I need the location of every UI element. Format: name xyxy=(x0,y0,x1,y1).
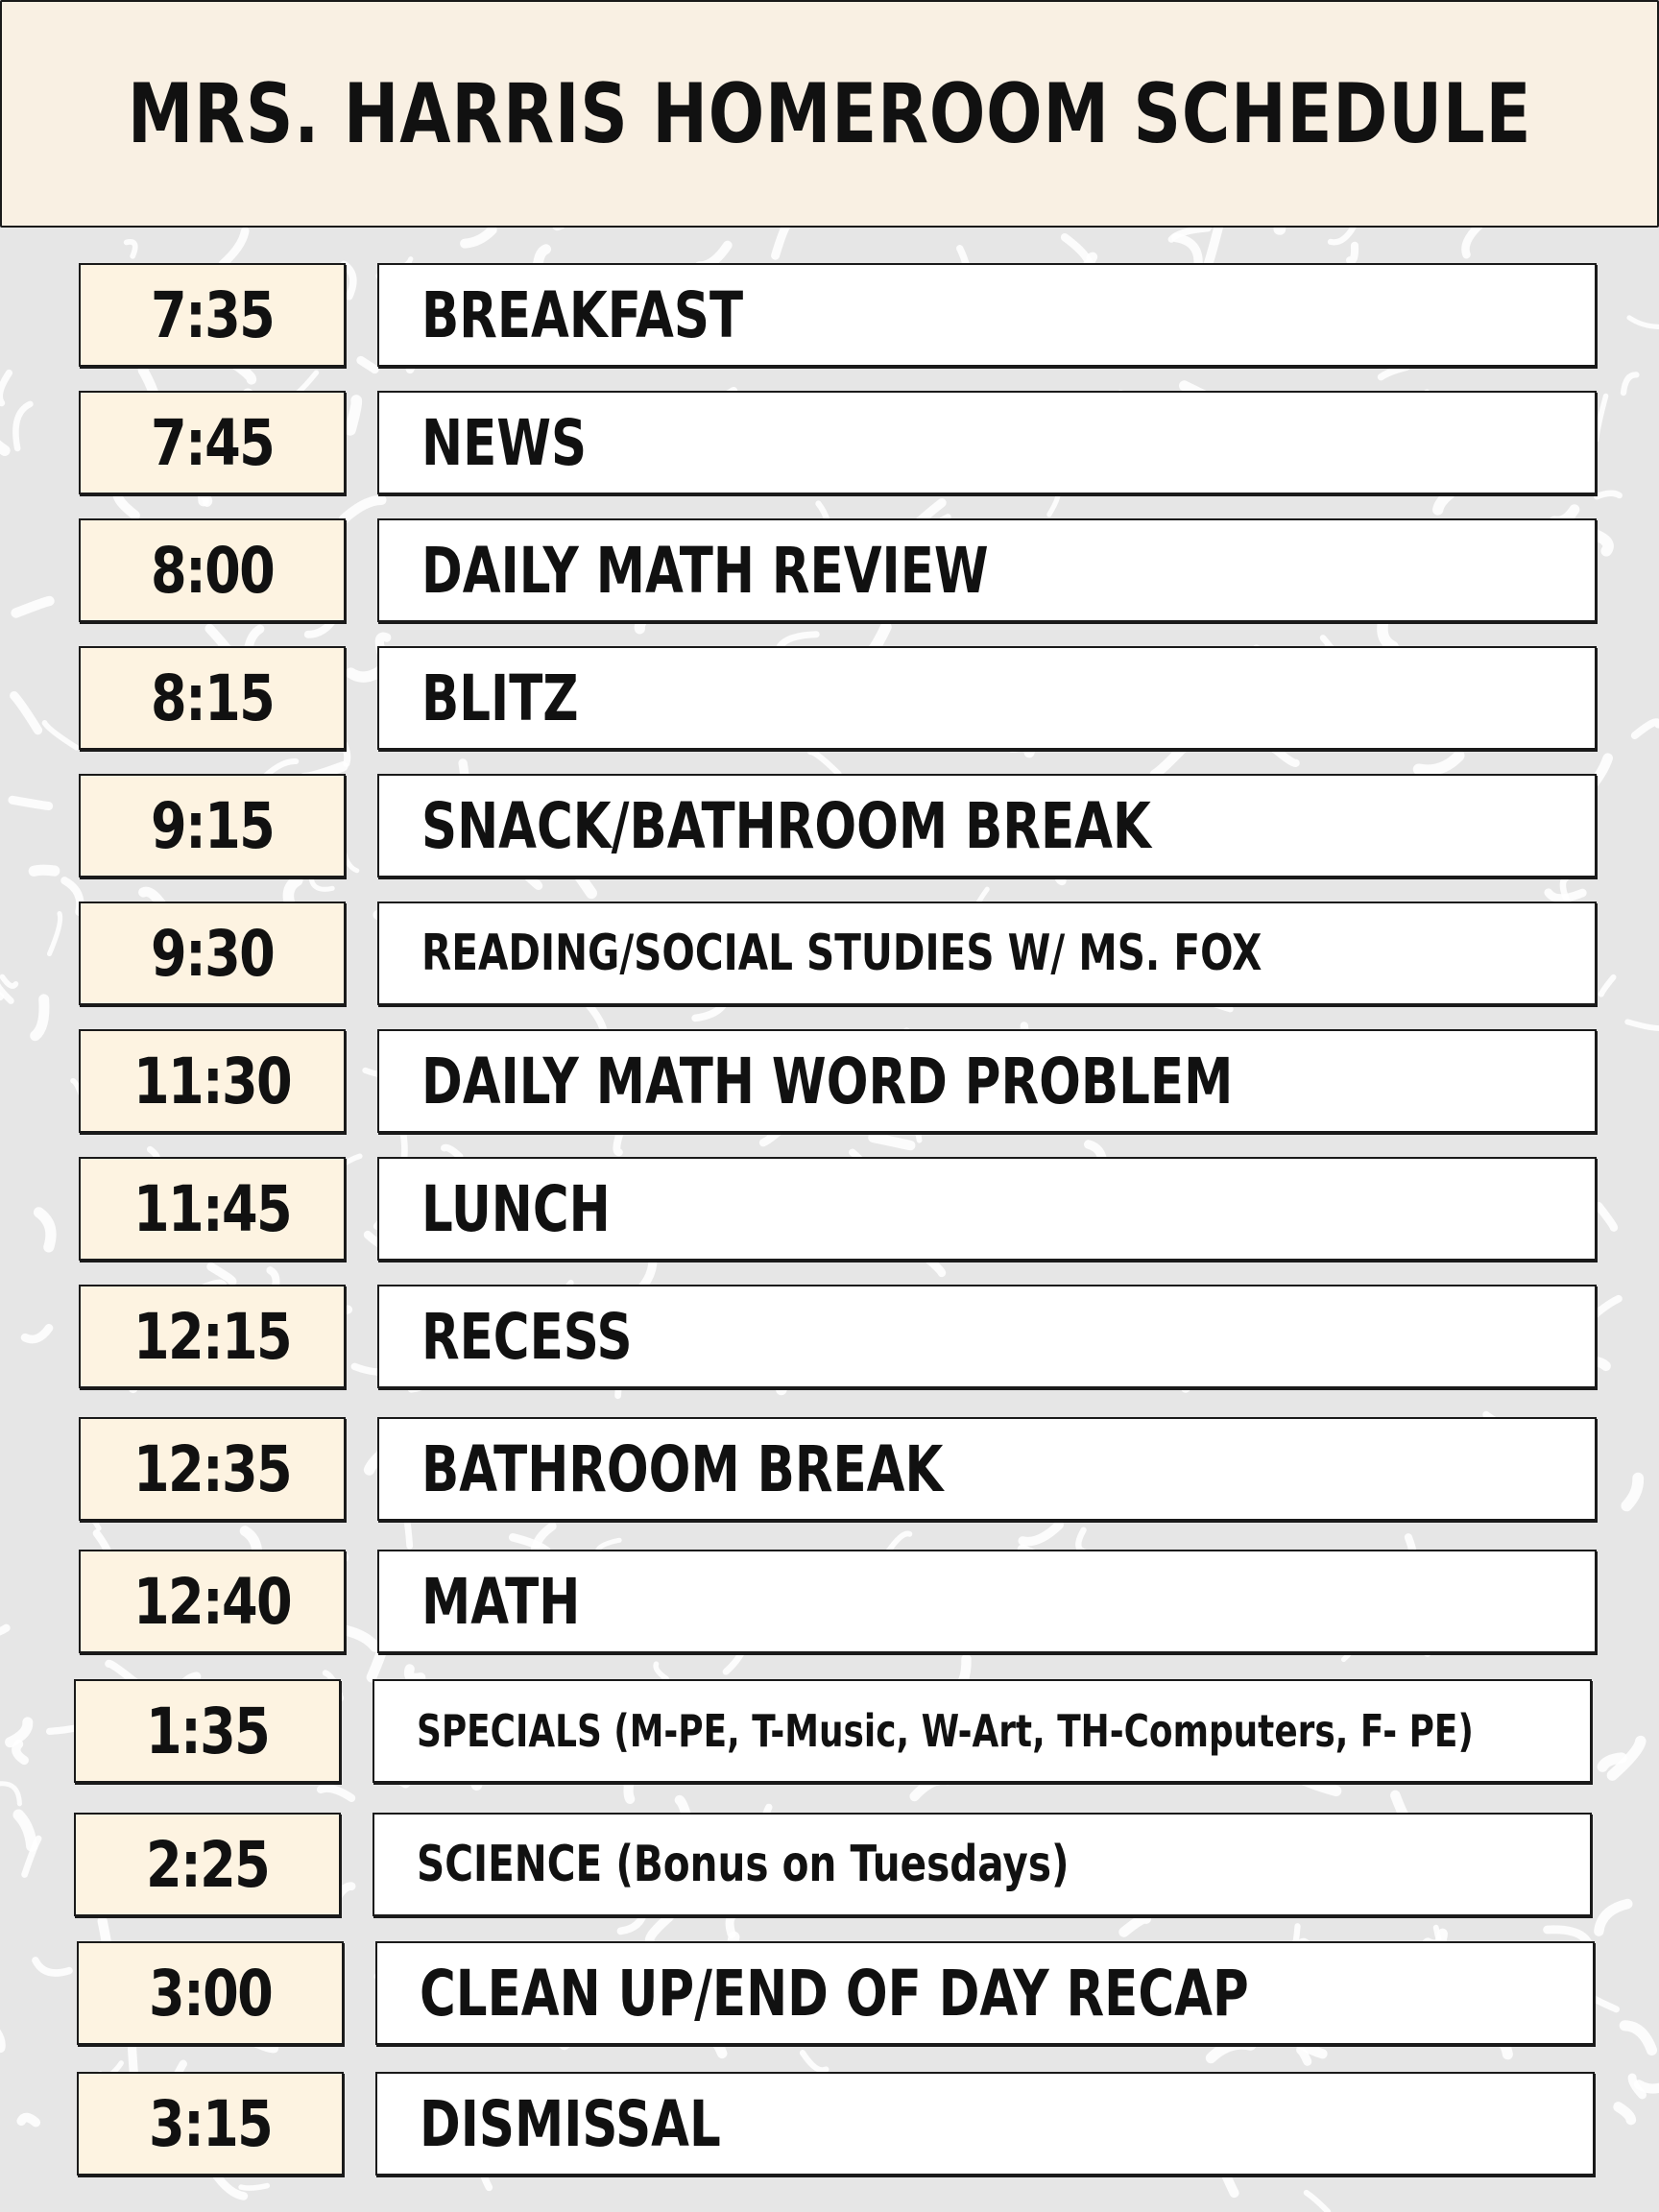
time-box xyxy=(79,646,346,750)
pattern-stroke xyxy=(1350,246,1355,261)
activity-box xyxy=(375,1941,1595,2045)
pattern-stroke xyxy=(650,1917,670,1941)
pattern-stroke xyxy=(803,2053,826,2070)
time-label: 11:45 xyxy=(132,1171,292,1246)
time-box xyxy=(77,1941,344,2045)
pattern-stroke xyxy=(810,752,839,774)
pattern-stroke xyxy=(1065,237,1090,264)
schedule-header xyxy=(0,0,1659,228)
pattern-stroke xyxy=(465,230,493,244)
pattern-stroke xyxy=(873,1138,910,1145)
schedule-row xyxy=(0,391,1659,496)
pattern-stroke xyxy=(0,1784,19,1804)
time-label: 9:15 xyxy=(150,788,275,863)
pattern-stroke xyxy=(1209,226,1219,264)
time-label: 12:40 xyxy=(132,1564,292,1639)
time-label: 7:45 xyxy=(150,405,275,480)
time-box xyxy=(79,518,346,622)
activity-label: SNACK/BATHROOM BREAK xyxy=(421,788,1151,863)
pattern-stroke xyxy=(321,1789,351,1798)
pattern-stroke xyxy=(1465,226,1479,254)
activity-box xyxy=(377,1157,1597,1261)
activity-label: CLEAN UP/END OF DAY RECAP xyxy=(420,1956,1249,2031)
pattern-stroke xyxy=(656,1664,666,1678)
time-box xyxy=(74,1813,341,1916)
time-box xyxy=(79,1417,346,1521)
schedule-row xyxy=(0,2072,1659,2177)
schedule-row xyxy=(0,1941,1659,2047)
activity-label: RECESS xyxy=(421,1299,633,1374)
time-box xyxy=(79,1550,346,1653)
activity-box xyxy=(377,1550,1597,1653)
activity-box xyxy=(377,646,1597,750)
pattern-stroke xyxy=(1331,228,1354,242)
schedule-row xyxy=(0,646,1659,752)
pattern-stroke xyxy=(409,1669,421,1678)
pattern-stroke xyxy=(781,635,817,646)
schedule-row xyxy=(0,902,1659,1007)
pattern-stroke xyxy=(1176,238,1199,263)
pattern-stroke xyxy=(211,1266,232,1281)
time-box xyxy=(79,1285,346,1388)
activity-label: DAILY MATH WORD PROBLEM xyxy=(421,1044,1234,1118)
activity-label: DAILY MATH REVIEW xyxy=(421,533,989,608)
schedule-row xyxy=(0,1813,1659,1918)
activity-label: LUNCH xyxy=(421,1171,611,1246)
pattern-stroke xyxy=(538,250,545,264)
activity-label: BREAKFAST xyxy=(421,277,744,352)
activity-box xyxy=(377,774,1597,878)
time-label: 3:00 xyxy=(148,1956,273,2031)
activity-box xyxy=(373,1813,1592,1916)
activity-box xyxy=(377,1029,1597,1133)
pattern-stroke xyxy=(445,1147,460,1156)
activity-box xyxy=(377,1285,1597,1388)
time-label: 12:15 xyxy=(132,1299,292,1374)
time-label: 7:35 xyxy=(150,277,275,352)
time-box xyxy=(79,391,346,494)
schedule-row xyxy=(0,263,1659,369)
schedule-row xyxy=(0,774,1659,879)
activity-label: DISMISSAL xyxy=(420,2086,721,2161)
time-box xyxy=(79,902,346,1005)
time-box xyxy=(77,2072,344,2176)
activity-box xyxy=(377,902,1597,1005)
activity-box xyxy=(377,263,1597,367)
time-label: 9:30 xyxy=(150,916,275,991)
activity-label: BLITZ xyxy=(421,661,579,735)
pattern-stroke xyxy=(127,242,135,256)
pattern-stroke xyxy=(344,500,381,519)
pattern-stroke xyxy=(1627,1022,1659,1028)
schedule-row xyxy=(0,518,1659,624)
time-box xyxy=(79,1029,346,1133)
pattern-stroke xyxy=(1307,2193,1329,2212)
schedule-row xyxy=(0,1550,1659,1655)
schedule-row xyxy=(0,1417,1659,1523)
pattern-stroke xyxy=(223,231,245,264)
schedule-row xyxy=(0,1029,1659,1135)
pattern-stroke xyxy=(1155,749,1183,775)
schedule-row xyxy=(0,1285,1659,1390)
time-label: 8:00 xyxy=(150,533,275,608)
time-label: 3:15 xyxy=(148,2086,273,2161)
activity-box xyxy=(377,1417,1597,1521)
pattern-stroke xyxy=(1124,1918,1146,1932)
activity-box xyxy=(373,1679,1592,1783)
activity-label: NEWS xyxy=(421,405,588,480)
pattern-stroke xyxy=(1419,756,1459,770)
time-box xyxy=(79,1157,346,1261)
time-label: 11:30 xyxy=(132,1044,292,1118)
activity-label: READING/SOCIAL STUDIES W/ MS. FOX xyxy=(421,925,1262,982)
time-label: 12:35 xyxy=(132,1431,292,1506)
time-label: 1:35 xyxy=(145,1694,270,1768)
pattern-stroke xyxy=(1022,1525,1059,1541)
activity-box xyxy=(375,2072,1595,2176)
time-box xyxy=(79,774,346,878)
schedule-row xyxy=(0,1157,1659,1262)
schedule-row xyxy=(0,1679,1659,1785)
activity-label: BATHROOM BREAK xyxy=(421,1431,944,1506)
time-box xyxy=(74,1679,341,1783)
activity-label: SPECIALS (M-PE, T-Music, W-Art, TH-Computers, F- PE) xyxy=(417,1705,1474,1757)
pattern-stroke xyxy=(407,1519,410,1546)
activity-label: SCIENCE (Bonus on Tuesdays) xyxy=(417,1836,1070,1893)
activity-box xyxy=(377,391,1597,494)
pattern-stroke xyxy=(241,2186,267,2188)
time-label: 2:25 xyxy=(145,1827,270,1902)
time-box xyxy=(79,263,346,367)
time-label: 8:15 xyxy=(150,661,275,735)
activity-box xyxy=(377,518,1597,622)
page-title: MRS. HARRIS HOMEROOM SCHEDULE xyxy=(127,65,1532,162)
activity-label: MATH xyxy=(421,1564,581,1639)
pattern-stroke xyxy=(1548,1930,1588,1941)
